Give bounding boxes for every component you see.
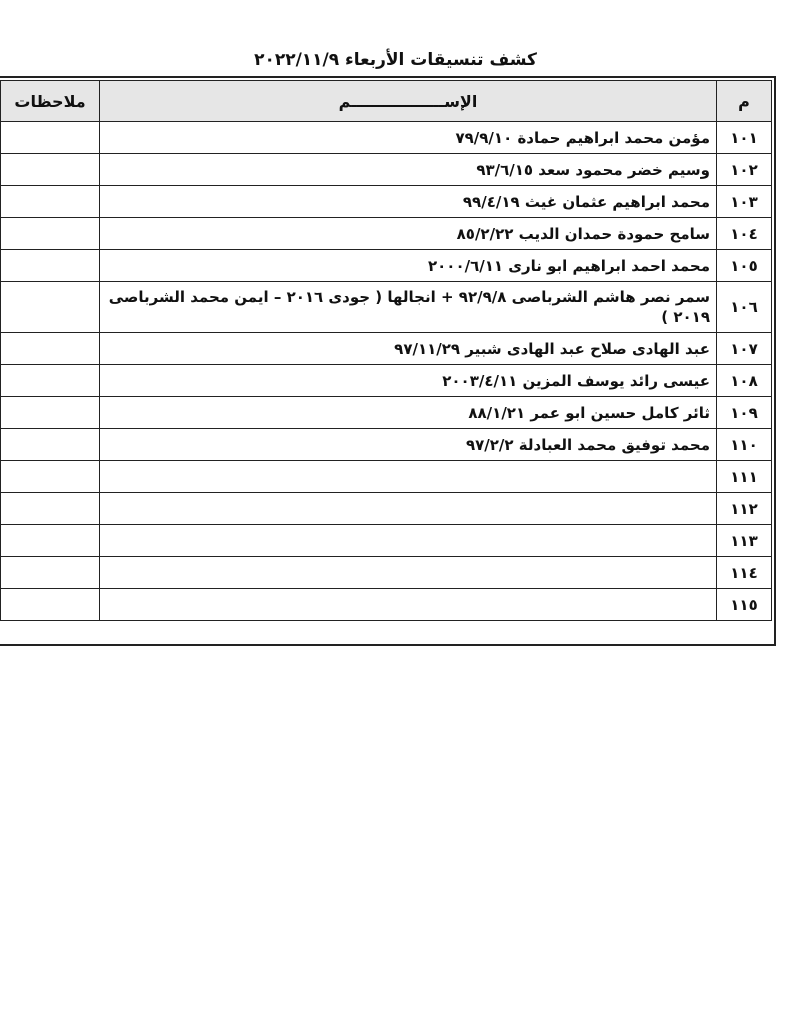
row-notes [1, 154, 100, 186]
row-notes [1, 429, 100, 461]
table-row [1, 154, 772, 186]
document-title: كشف تنسيقات الأربعاء ٢٠٢٢/١١/٩ [254, 50, 537, 70]
table-row [1, 557, 772, 589]
row-name [100, 493, 717, 525]
row-notes [1, 333, 100, 365]
table-row [1, 589, 772, 621]
row-number: ١٠٨ [717, 365, 772, 397]
row-number: ١٠٥ [717, 250, 772, 282]
row-name [100, 525, 717, 557]
row-name [100, 557, 717, 589]
table-row [1, 218, 772, 250]
header-name: الإســـــــــــــــــم [100, 81, 717, 122]
row-number: ١٠٤ [717, 218, 772, 250]
row-notes [1, 589, 100, 621]
row-number: ١٠٩ [717, 397, 772, 429]
row-name: محمد ابراهيم عثمان غيث ٩٩/٤/١٩ [100, 186, 717, 218]
row-name: مؤمن محمد ابراهيم حمادة ٧٩/٩/١٠ [100, 122, 717, 154]
row-notes [1, 122, 100, 154]
row-number: ١١٢ [717, 493, 772, 525]
roster-table [0, 80, 772, 621]
row-name: محمد توفيق محمد العبادلة ٩٧/٢/٢ [100, 429, 717, 461]
table-row [1, 186, 772, 218]
row-name: محمد احمد ابراهيم ابو نارى ٢٠٠٠/٦/١١ [100, 250, 717, 282]
row-notes [1, 282, 100, 333]
row-name: ثائر كامل حسين ابو عمر ٨٨/١/٢١ [100, 397, 717, 429]
table-row [1, 122, 772, 154]
row-number: ١١٥ [717, 589, 772, 621]
row-notes [1, 397, 100, 429]
row-notes [1, 557, 100, 589]
table-row [1, 493, 772, 525]
header-number: م [717, 81, 772, 122]
row-number: ١١١ [717, 461, 772, 493]
row-number: ١٠٧ [717, 333, 772, 365]
table-row [1, 397, 772, 429]
table-row [1, 461, 772, 493]
row-name: وسيم خضر محمود سعد ٩٣/٦/١٥ [100, 154, 717, 186]
table-row [1, 429, 772, 461]
row-name [100, 589, 717, 621]
table-row [1, 525, 772, 557]
row-notes [1, 250, 100, 282]
row-name: سامح حمودة حمدان الديب ٨٥/٢/٢٢ [100, 218, 717, 250]
row-number: ١١٣ [717, 525, 772, 557]
row-notes [1, 493, 100, 525]
row-name [100, 461, 717, 493]
row-notes [1, 218, 100, 250]
row-number: ١٠٣ [717, 186, 772, 218]
table-row [1, 282, 772, 333]
row-name: عبد الهادى صلاح عبد الهادى شبير ٩٧/١١/٢٩ [100, 333, 717, 365]
table-row [1, 365, 772, 397]
table-header-row [1, 81, 772, 122]
header-notes: ملاحظات [1, 81, 100, 122]
row-notes [1, 186, 100, 218]
row-notes [1, 461, 100, 493]
table-row [1, 250, 772, 282]
row-name: عيسى رائد يوسف المزين ٢٠٠٣/٤/١١ [100, 365, 717, 397]
row-number: ١٠٢ [717, 154, 772, 186]
row-number: ١١٤ [717, 557, 772, 589]
row-name: سمر نصر هاشم الشرباصى ٩٢/٩/٨ + انجالها ( جودى ٢٠١٦ – ايمن محمد الشرباصى ٢٠١٩ ) [100, 282, 717, 333]
table-row [1, 333, 772, 365]
row-number: ١٠٦ [717, 282, 772, 333]
row-number: ١١٠ [717, 429, 772, 461]
row-notes [1, 525, 100, 557]
row-number: ١٠١ [717, 122, 772, 154]
row-notes [1, 365, 100, 397]
